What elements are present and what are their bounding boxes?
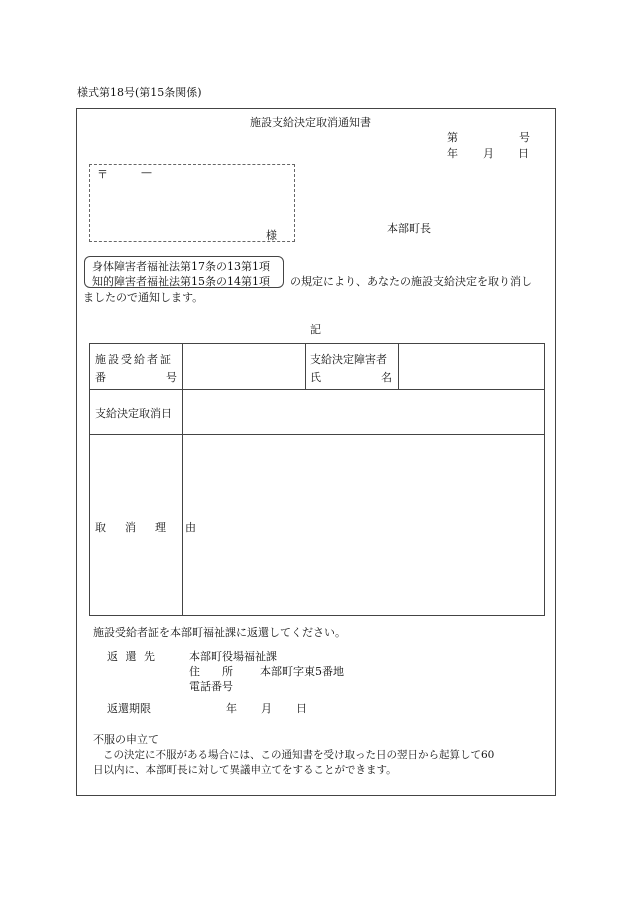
- table-col-divider: [398, 343, 399, 389]
- date-year: 年: [447, 147, 458, 160]
- return-to-label: 返 還 先: [107, 650, 157, 663]
- person-label-line2: [310, 369, 392, 385]
- ki-mark: 記: [310, 323, 321, 336]
- cert-label-text: 施設受給者証: [95, 353, 173, 366]
- appeal-text: この決定に不服がある場合には、この通知書を受け取った日の翌日から起算して60: [103, 749, 495, 761]
- deadline-month: 月: [261, 702, 272, 715]
- date-day: 日: [518, 147, 529, 160]
- cert-label-text: 号: [166, 371, 177, 384]
- form-number: 様式第18号(第15条関係): [77, 86, 202, 99]
- appeal-text: 日以内に、本部町長に対して異議申立てをすることができます。: [93, 764, 397, 776]
- table-row-divider: [89, 389, 545, 390]
- person-label: [310, 351, 392, 385]
- person-label-text: 氏: [310, 371, 321, 384]
- cert-label-line2: [95, 369, 177, 385]
- person-label-line1: 支給決定障害者: [310, 353, 387, 366]
- cert-label-line1: [95, 351, 177, 367]
- law-item: 知的障害者福祉法第15条の14第1項: [92, 275, 270, 288]
- person-label-text: 名: [381, 371, 392, 384]
- return-office: 本部町役場福祉課: [189, 650, 277, 663]
- doc-number-prefix: 第: [447, 131, 458, 144]
- cert-label-text: 番: [95, 371, 106, 384]
- date-month: 月: [483, 147, 494, 160]
- document-title: 施設支給決定取消通知書: [250, 116, 371, 129]
- table-col-divider: [305, 343, 306, 389]
- postal-dash: —: [141, 166, 152, 179]
- cancel-date-label: 支給決定取消日: [95, 407, 172, 420]
- law-item: 身体障害者福祉法第17条の13第1項: [92, 260, 270, 273]
- table-row-divider: [89, 434, 545, 435]
- return-address-label: 住 所: [189, 665, 233, 678]
- return-address-value: 本部町字東5番地: [260, 665, 344, 678]
- cert-label: [95, 351, 177, 385]
- postal-mark: 〒: [97, 168, 108, 181]
- notice-text: ましたので通知します。: [83, 291, 204, 304]
- address-box: [89, 164, 295, 242]
- deadline-label: 返還期限: [107, 702, 151, 715]
- return-notice: 施設受給者証を本部町福祉課に返還してください。: [93, 626, 346, 639]
- appeal-heading: 不服の申立て: [93, 733, 159, 746]
- table-col-divider: [182, 343, 183, 616]
- honorific: 様: [266, 229, 277, 242]
- notice-text: の規定により、あなたの施設支給決定を取り消し: [290, 275, 532, 288]
- reason-label: 取 消 理 由: [95, 521, 200, 534]
- deadline-day: 日: [296, 702, 307, 715]
- return-phone-label: 電話番号: [189, 680, 233, 693]
- deadline-year: 年: [226, 702, 237, 715]
- doc-number-suffix: 号: [519, 131, 530, 144]
- sender-name: 本部町長: [387, 222, 431, 235]
